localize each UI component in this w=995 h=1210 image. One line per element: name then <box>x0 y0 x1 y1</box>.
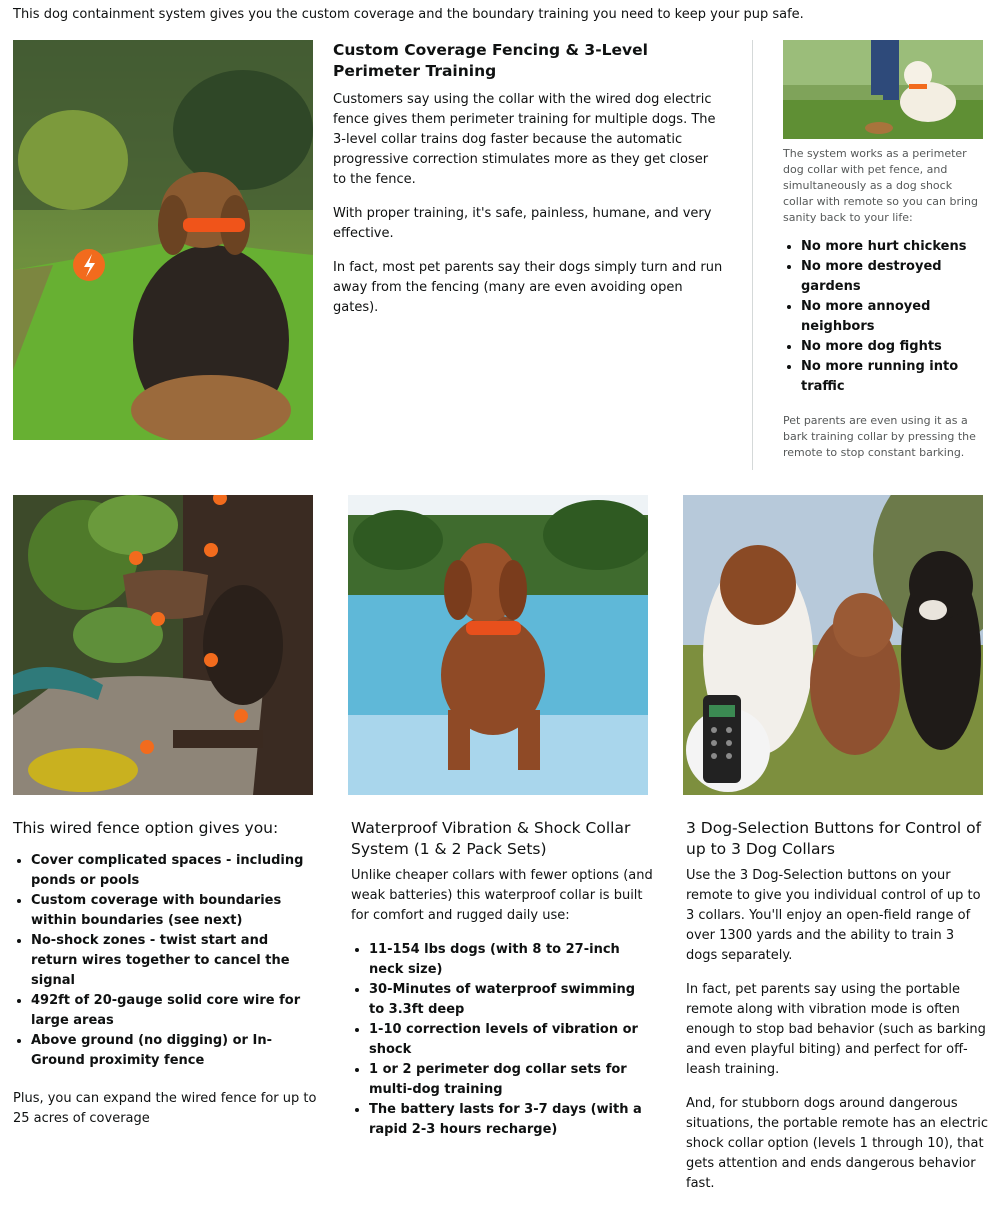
list-item: • No-shock zones - twist start and return wires together to cancel the signal <box>31 931 318 991</box>
sidebar-caption: The system works as a perimeter dog collar with pet fence, and simultaneously as a dog shock collar with remote so you can bring sanity back to your life: <box>783 147 978 224</box>
sidebar-benefits-list <box>783 237 983 397</box>
col3-title: 3 Dog-Selection Buttons for Control of up to 3 Dog Collars <box>686 819 982 858</box>
list-item: • Cover complicated spaces - including ponds or pools <box>31 851 318 891</box>
col3-paragraph-3: And, for stubborn dogs around dangerous situations, the portable remote has an electric shock collar option (levels 1 through 10), that gets attention and ends dangerous behavior fast. <box>686 1096 989 1191</box>
intro-text: This dog containment system gives you the custom coverage and the boundary training you need to keep your pup safe. <box>13 7 804 22</box>
col2-title: Waterproof Vibration & Shock Collar System (1 & 2 Pack Sets) <box>351 819 631 858</box>
beagle-lawn-photo <box>13 40 313 440</box>
three-dogs-remote-photo <box>683 495 983 795</box>
col1-title: This wired fence option gives you: <box>13 819 279 837</box>
col3-paragraph-1: Use the 3 Dog-Selection buttons on your remote to give you individual control of up to 3 collars. You'll enjoy an open-field range of over 1300 yards and the ability to train 3 dogs separately. <box>686 868 981 963</box>
list-item: • No more destroyed gardens <box>801 257 983 297</box>
list-item: • No more running into traffic <box>801 357 983 397</box>
list-item: • 1 or 2 perimeter dog collar sets for multi-dog training <box>369 1060 653 1100</box>
col3-paragraph-2: In fact, pet parents say using the portable remote along with vibration mode is often enough to stop bad behavior (such as barking and even playful biting) and perfect for off-leash training. <box>686 982 986 1077</box>
top-paragraph-1: Customers say using the collar with the wired dog electric fence gives them perimeter training for multiple dogs. The 3-level collar trains dog faster because the automatic progressive correction stimulates more as they get closer to the fence. <box>333 92 716 187</box>
col1-features-list <box>13 851 318 1071</box>
section-heading: Custom Coverage Fencing & 3-Level Perimeter Training <box>333 41 648 80</box>
list-item: • 30-Minutes of waterproof swimming to 3.3ft deep <box>369 980 653 1020</box>
col1-footer: Plus, you can expand the wired fence for up to 25 acres of coverage <box>13 1091 317 1126</box>
list-item: • 11-154 lbs dogs (with 8 to 27-inch neck size) <box>369 940 653 980</box>
list-item: • Above ground (no digging) or In-Ground proximity fence <box>31 1031 318 1071</box>
sidebar-footer: Pet parents are even using it as a bark training collar by pressing the remote to stop constant barking. <box>783 414 976 459</box>
list-item: • 492ft of 20-gauge solid core wire for large areas <box>31 991 318 1031</box>
dog-walking-photo <box>783 40 983 139</box>
col2-intro: Unlike cheaper collars with fewer options (and weak batteries) this waterproof collar is built for comfort and rugged daily use: <box>351 868 653 923</box>
list-item: • Custom coverage with boundaries within boundaries (see next) <box>31 891 318 931</box>
list-item: • No more dog fights <box>801 337 983 357</box>
list-item: • The battery lasts for 3-7 days (with a rapid 2-3 hours recharge) <box>369 1100 653 1140</box>
garden-fence-photo <box>13 495 313 795</box>
list-item: • 1-10 correction levels of vibration or shock <box>369 1020 653 1060</box>
list-item: • No more hurt chickens <box>801 237 983 257</box>
col2-features-list <box>351 940 653 1140</box>
top-paragraph-3: In fact, most pet parents say their dogs simply turn and run away from the fencing (many are even avoiding open gates). <box>333 260 723 315</box>
top-paragraph-2: With proper training, it's safe, painless, humane, and very effective. <box>333 206 712 241</box>
sidebar-divider <box>752 40 753 470</box>
list-item: • No more annoyed neighbors <box>801 297 983 337</box>
pool-dog-photo <box>348 495 648 795</box>
